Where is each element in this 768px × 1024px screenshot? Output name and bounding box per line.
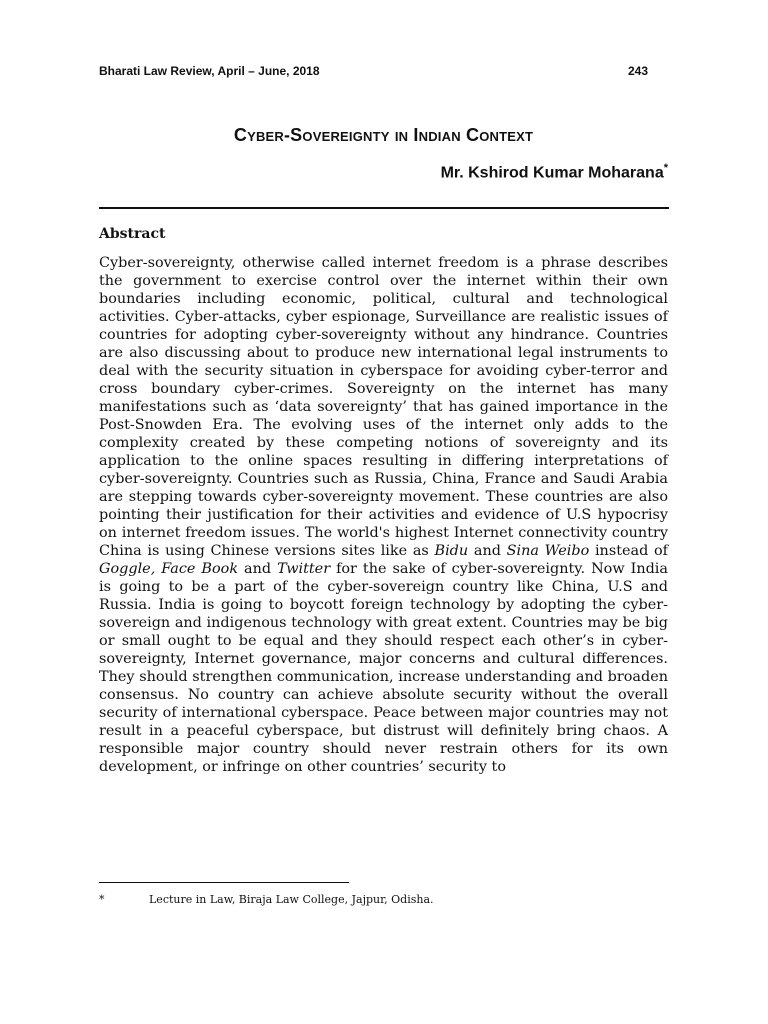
journal-citation: Bharati Law Review, April – June, 2018	[99, 64, 320, 78]
title-divider	[99, 207, 669, 209]
author-footnote-mark: *	[663, 162, 668, 174]
abstract-body	[99, 254, 668, 776]
abstract-italic-segment: Sina Weibo	[506, 543, 590, 559]
abstract-text-segment: Cyber-sovereignty, otherwise called internet freedom is a phrase describes the government to exercise control over the internet within their own boundaries including economic, political, cultural and technological activities. Cyber-attacks, cyber espionage, Surveillance are realistic issues of countries for adopting cyber-sovereignty without any hindrance. Countries are also discussing about to produce new international legal instruments to deal with the security situation in cyberspace for avoiding cyber-terror and cross boundary cyber-crimes. Sovereignty on the internet has many manifestations such as ‘data sovereignty’ that has gained importance in the Post-Snowden Era. The evolving uses of the internet only adds to the complexity created by these competing notions of sovereignty and its application to the online spaces resulting in differing interpretations of cyber-sovereignty. Countries such as Russia, China, France and Saudi Arabia are stepping towards cyber-sovereignty movement. These countries are also pointing their justification for their activities and evidence of U.S hypocrisy on internet freedom issues. The world's highest Internet connectivity country China is using Chinese versions sites like as	[99, 255, 668, 559]
footnote-mark: *	[99, 893, 105, 906]
running-head	[99, 64, 648, 78]
abstract-text-segment: and	[238, 561, 278, 577]
abstract-italic-segment: Bidu	[434, 543, 469, 559]
author-line	[441, 162, 668, 182]
abstract-italic-segment: Goggle, Face Book	[99, 561, 239, 577]
abstract-text-segment: and	[468, 543, 507, 559]
footnote-text: Lecture in Law, Biraja Law College, Jajpur, Odisha.	[149, 893, 434, 906]
abstract-italic-segment: Twitter	[277, 561, 331, 577]
footnote	[99, 893, 668, 906]
abstract-text-segment: for the sake of cyber-sovereignty. Now India is going to be a part of the cyber-sovereign country like China, U.S and Russia. India is going to boycott foreign technology by adopting the cyber-sovereign and indigenous technology with great extent. Countries may be big or small ought to be equal and they should respect each other’s in cyber-sovereignty, Internet governance, major concerns and cultural differences. They should strengthen communication, increase understanding and broaden consensus. No country can achieve absolute security without the overall security of international cyberspace. Peace between major countries may not result in a peaceful cyberspace, but distrust will definitely bring chaos. A responsible major country should never restrain others for its own development, or infringe on other countries’ security to	[99, 561, 668, 775]
footnote-divider	[99, 882, 349, 883]
abstract-heading: Abstract	[99, 226, 166, 242]
author-name: Mr. Kshirod Kumar Moharana	[440, 164, 664, 182]
article-title: Cyber-Sovereignty in Indian Context	[233, 125, 534, 145]
abstract-text-segment: instead of	[589, 543, 668, 559]
page-number: 243	[627, 64, 648, 78]
